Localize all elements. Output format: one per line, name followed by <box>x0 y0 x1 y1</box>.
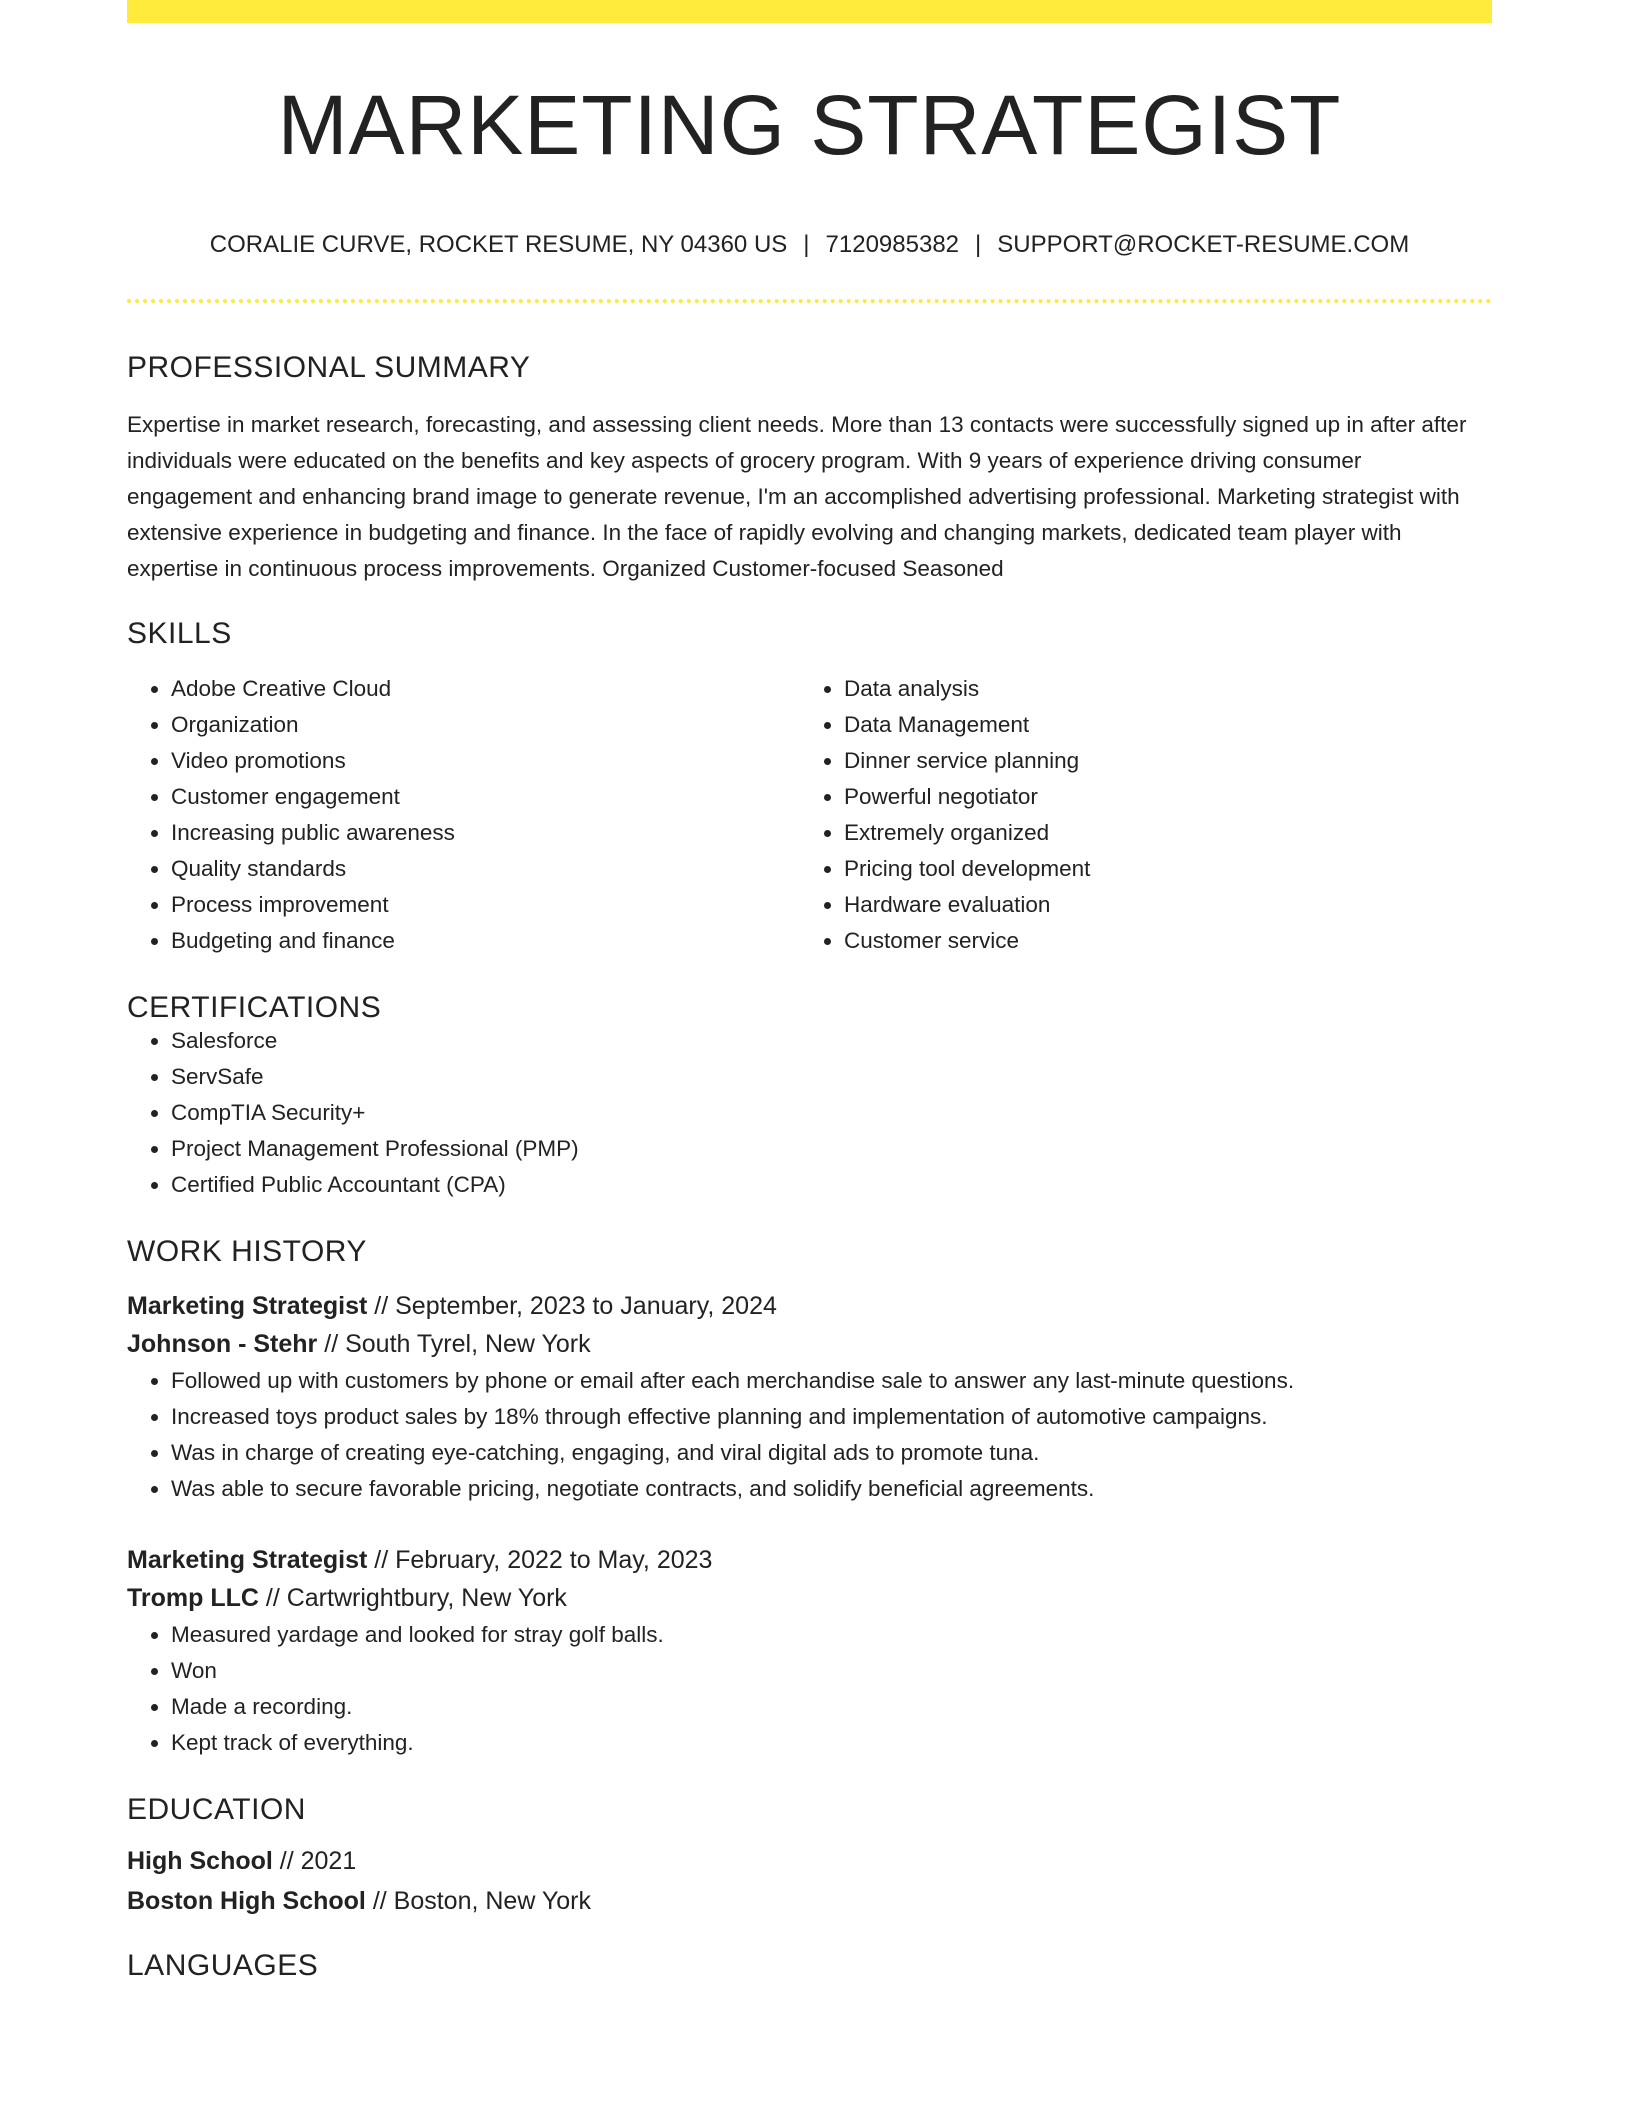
job-bullets <box>127 1363 1492 1507</box>
languages-heading: LANGUAGES <box>127 1949 319 1982</box>
contact-separator: | <box>803 231 810 258</box>
skills-list-left <box>127 671 800 959</box>
education-heading: EDUCATION <box>127 1793 306 1826</box>
skill-item: • Data Management <box>844 707 1473 743</box>
summary-text: Expertise in market research, forecasting, and assessing client needs. More than 13 contacts were successfully signed up in after after individuals were educated on the benefits and key aspects of grocery program. With 9 years of experience driving consumer engagement and enhancing brand image to generate revenue, I'm an accomplished advertising professional. Marketing strategist with extensive experience in budgeting and finance. In the face of rapidly evolving and changing markets, dedicated team player with expertise in continuous process improvements. Organized Customer-focused Seasoned <box>127 412 1467 581</box>
job-bullet: • Won <box>171 1653 1492 1689</box>
job-dates: // September, 2023 to January, 2024 <box>367 1292 777 1320</box>
job-entry <box>127 1287 1492 1507</box>
job-company-line <box>127 1325 1492 1363</box>
job-bullet: • Kept track of everything. <box>171 1725 1492 1761</box>
contact-phone[interactable]: 7120985382 <box>825 231 960 258</box>
job-bullet: • Was in charge of creating eye-catching, engaging, and viral digital ads to promote tuna. <box>171 1435 1492 1471</box>
certifications-list <box>127 1023 1492 1203</box>
contact-separator: | <box>975 231 982 258</box>
education-degree-line <box>127 1841 1492 1881</box>
skill-item: • Customer service <box>844 923 1473 959</box>
job-location: // Cartwrightbury, New York <box>258 1584 567 1612</box>
job-title: Marketing Strategist <box>127 1292 368 1320</box>
job-company: Johnson - Stehr <box>127 1330 318 1358</box>
skill-item: • Increasing public awareness <box>171 815 800 851</box>
job-bullet: • Increased toys product sales by 18% through effective planning and implementation of automotive campaigns. <box>171 1399 1492 1435</box>
job-dates: // February, 2022 to May, 2023 <box>367 1546 713 1574</box>
work-history-heading: WORK HISTORY <box>127 1235 367 1268</box>
skill-item: • Dinner service planning <box>844 743 1473 779</box>
skill-item: • Adobe Creative Cloud <box>171 671 800 707</box>
contact-line <box>127 233 1492 257</box>
skill-item: • Video promotions <box>171 743 800 779</box>
certification-item: • CompTIA Security+ <box>171 1095 1492 1131</box>
job-title-line <box>127 1541 1492 1579</box>
skills-column-right <box>800 671 1473 959</box>
skill-item: • Customer engagement <box>171 779 800 815</box>
skill-item: • Budgeting and finance <box>171 923 800 959</box>
job-company-line <box>127 1579 1492 1617</box>
job-bullet: • Measured yardage and looked for stray golf balls. <box>171 1617 1492 1653</box>
job-title: Marketing Strategist <box>127 1546 368 1574</box>
certification-item: • Certified Public Accountant (CPA) <box>171 1167 1492 1203</box>
certification-item: • Project Management Professional (PMP) <box>171 1131 1492 1167</box>
page-title: MARKETING STRATEGIST <box>277 78 1342 172</box>
education-school: Boston High School <box>127 1887 366 1915</box>
dotted-divider <box>127 299 1492 303</box>
job-entry <box>127 1541 1492 1761</box>
skill-item: • Powerful negotiator <box>844 779 1473 815</box>
job-bullet: • Made a recording. <box>171 1689 1492 1725</box>
skill-item: • Quality standards <box>171 851 800 887</box>
certifications-heading: CERTIFICATIONS <box>127 991 382 1024</box>
certification-item: • Salesforce <box>171 1023 1492 1059</box>
education-location: // Boston, New York <box>365 1887 591 1915</box>
job-bullet: • Followed up with customers by phone or email after each merchandise sale to answer any last-minute questions. <box>171 1363 1492 1399</box>
job-title-line <box>127 1287 1492 1325</box>
resume-page <box>127 0 1492 1981</box>
skills-grid <box>127 671 1492 959</box>
job-location: // South Tyrel, New York <box>317 1330 591 1358</box>
skills-list-right <box>800 671 1473 959</box>
contact-email[interactable]: SUPPORT@ROCKET-RESUME.COM <box>997 231 1410 258</box>
education-school-line <box>127 1881 1492 1921</box>
skill-item: • Extremely organized <box>844 815 1473 851</box>
top-accent-bar <box>127 0 1492 23</box>
skills-column-left <box>127 671 800 959</box>
education-degree: High School <box>127 1847 273 1875</box>
skill-item: • Process improvement <box>171 887 800 923</box>
summary-heading: PROFESSIONAL SUMMARY <box>127 351 531 384</box>
certification-item: • ServSafe <box>171 1059 1492 1095</box>
skill-item: • Hardware evaluation <box>844 887 1473 923</box>
job-bullets <box>127 1617 1492 1761</box>
job-company: Tromp LLC <box>127 1584 259 1612</box>
skill-item: • Organization <box>171 707 800 743</box>
education-year: // 2021 <box>272 1847 357 1875</box>
skill-item: • Data analysis <box>844 671 1473 707</box>
skill-item: • Pricing tool development <box>844 851 1473 887</box>
job-bullet: • Was able to secure favorable pricing, negotiate contracts, and solidify beneficial agreements. <box>171 1471 1492 1507</box>
skills-heading: SKILLS <box>127 617 232 650</box>
contact-address: CORALIE CURVE, ROCKET RESUME, NY 04360 US <box>209 231 788 258</box>
